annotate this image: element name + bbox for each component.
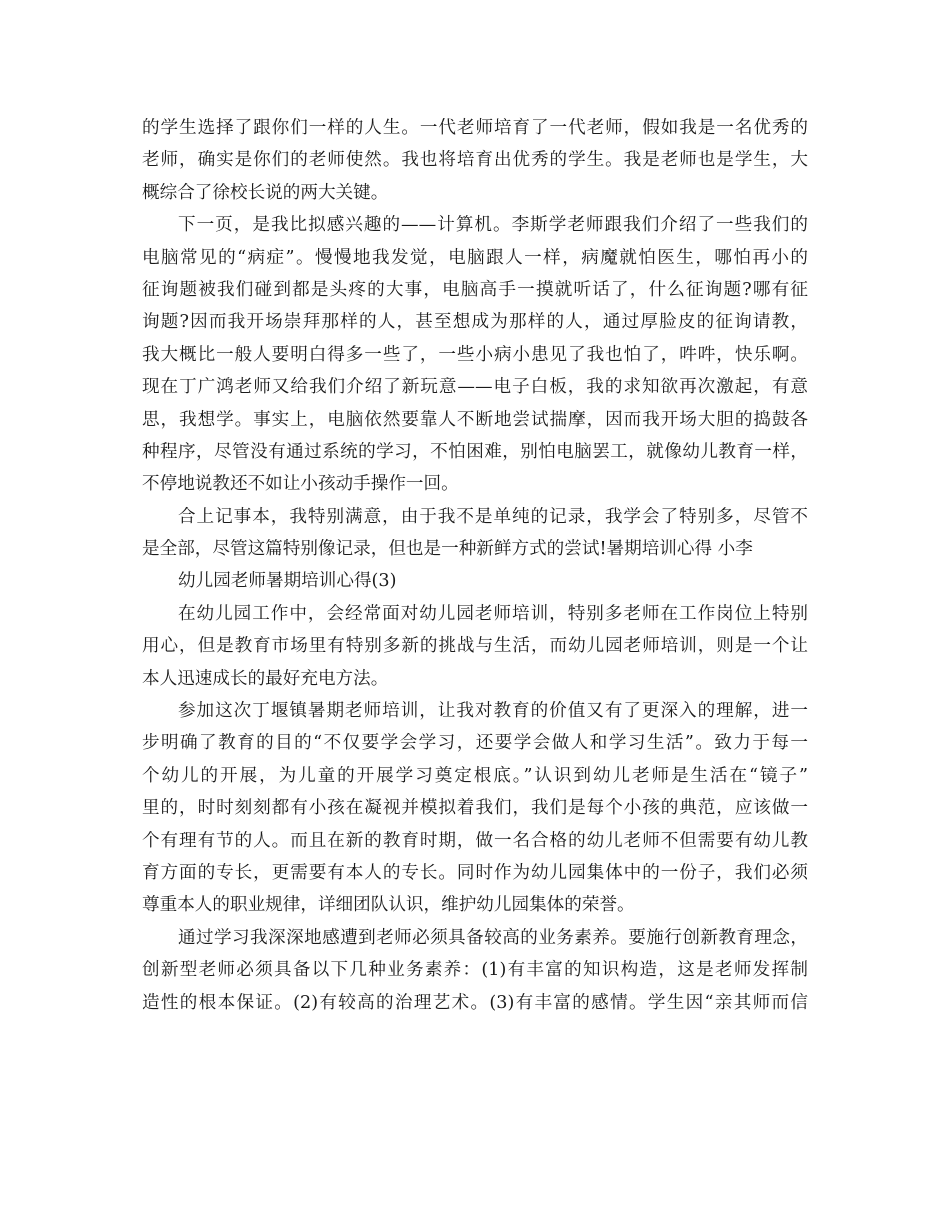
text-line: 思，我想学。事实上，电脑依然要靠人不断地尝试揣摩，因而我开场大胆的捣鼓各 <box>142 409 808 430</box>
text-line: 电脑常见的“病症”。慢慢地我发觉，电脑跟人一样，病魔就怕医生，哪怕再小的 <box>142 247 808 268</box>
text-line: 的学生选择了跟你们一样的人生。一代老师培育了一代老师，假如我是一名优秀的 <box>142 118 808 138</box>
document-page <box>142 112 808 1019</box>
text-line: 我大概比一般人要明白得多一些了，一些小病小患见了我也怕了，吽吽，快乐啊。 <box>142 344 808 365</box>
text-line: 里的，时时刻刻都有小孩在凝视并模拟着我们，我们是每个小孩的典范，应该做一 <box>142 798 808 819</box>
text-line: 个有理有节的人。而且在新的教育时期，做一名合格的幼儿老师不但需要有幼儿教 <box>142 830 808 851</box>
text-line: 育方面的专长，更需要有本人的专长。同时作为幼儿园集体中的一份子，我们必须 <box>142 862 808 883</box>
text-line: 本人迅速成长的最好充电方法。 <box>142 668 389 689</box>
text-line: 尊重本人的职业规律，详细团队认识，维护幼儿园集体的荣誉。 <box>142 895 635 916</box>
text-line: 征询题被我们碰到都是头疼的大事，电脑高手一摸就听话了，什么征询题?哪有征 <box>142 279 808 300</box>
text-line: 种程序，尽管没有通过系统的学习，不怕困难，别怕电脑罢工，就像幼儿教育一样， <box>142 441 808 462</box>
text-line: 下一页，是我比拟感兴趣的——计算机。李斯学老师跟我们介绍了一些我们的 <box>178 215 808 236</box>
document-body <box>142 112 808 1019</box>
text-line: 询题?因而我开场崇拜那样的人，甚至想成为那样的人，通过厚脸皮的征询请教， <box>142 312 808 333</box>
text-line: 个幼儿的开展，为儿童的开展学习奠定根底。”认识到幼儿老师是生活在“镜子” <box>142 765 808 786</box>
text-line: 现在丁广鸿老师又给我们介绍了新玩意——电子白板，我的求知欲再次激起，有意 <box>142 377 808 398</box>
text-line: 老师，确实是你们的老师使然。我也将培育出优秀的学生。我是老师也是学生，大 <box>142 150 808 171</box>
text-line: 造性的根本保证。(2)有较高的治理艺术。(3)有丰富的感情。学生因“亲其师而信 <box>142 992 808 1013</box>
text-line: 参加这次丁堰镇暑期老师培训，让我对教育的价值又有了更深入的理解，进一 <box>178 701 808 722</box>
text-line: 概综合了徐校长说的两大关键。 <box>142 182 389 203</box>
text-line: 不停地说教还不如让小孩动手操作一回。 <box>142 474 459 495</box>
text-line: 幼儿园老师暑期培训心得(3) <box>178 571 397 592</box>
text-line: 是全部，尽管这篇特别像记录，但也是一种新鲜方式的尝试!暑期培训心得 小李 <box>142 539 753 560</box>
text-line: 用心，但是教育市场里有特别多新的挑战与生活，而幼儿园老师培训，则是一个让 <box>142 636 808 657</box>
text-line: 合上记事本，我特别满意，由于我不是单纯的记录，我学会了特别多，尽管不 <box>178 506 808 527</box>
text-line: 通过学习我深深地感遭到老师必须具备较高的业务素养。要施行创新教育理念， <box>178 927 808 948</box>
text-line: 步明确了教育的目的“不仅要学会学习，还要学会做人和学习生活”。致力于每一 <box>142 733 808 754</box>
text-line: 创新型老师必须具备以下几种业务素养：(1)有丰富的知识构造，这是老师发挥制 <box>142 960 808 981</box>
text-line: 在幼儿园工作中，会经常面对幼儿园老师培训，特别多老师在工作岗位上特别 <box>178 603 808 624</box>
